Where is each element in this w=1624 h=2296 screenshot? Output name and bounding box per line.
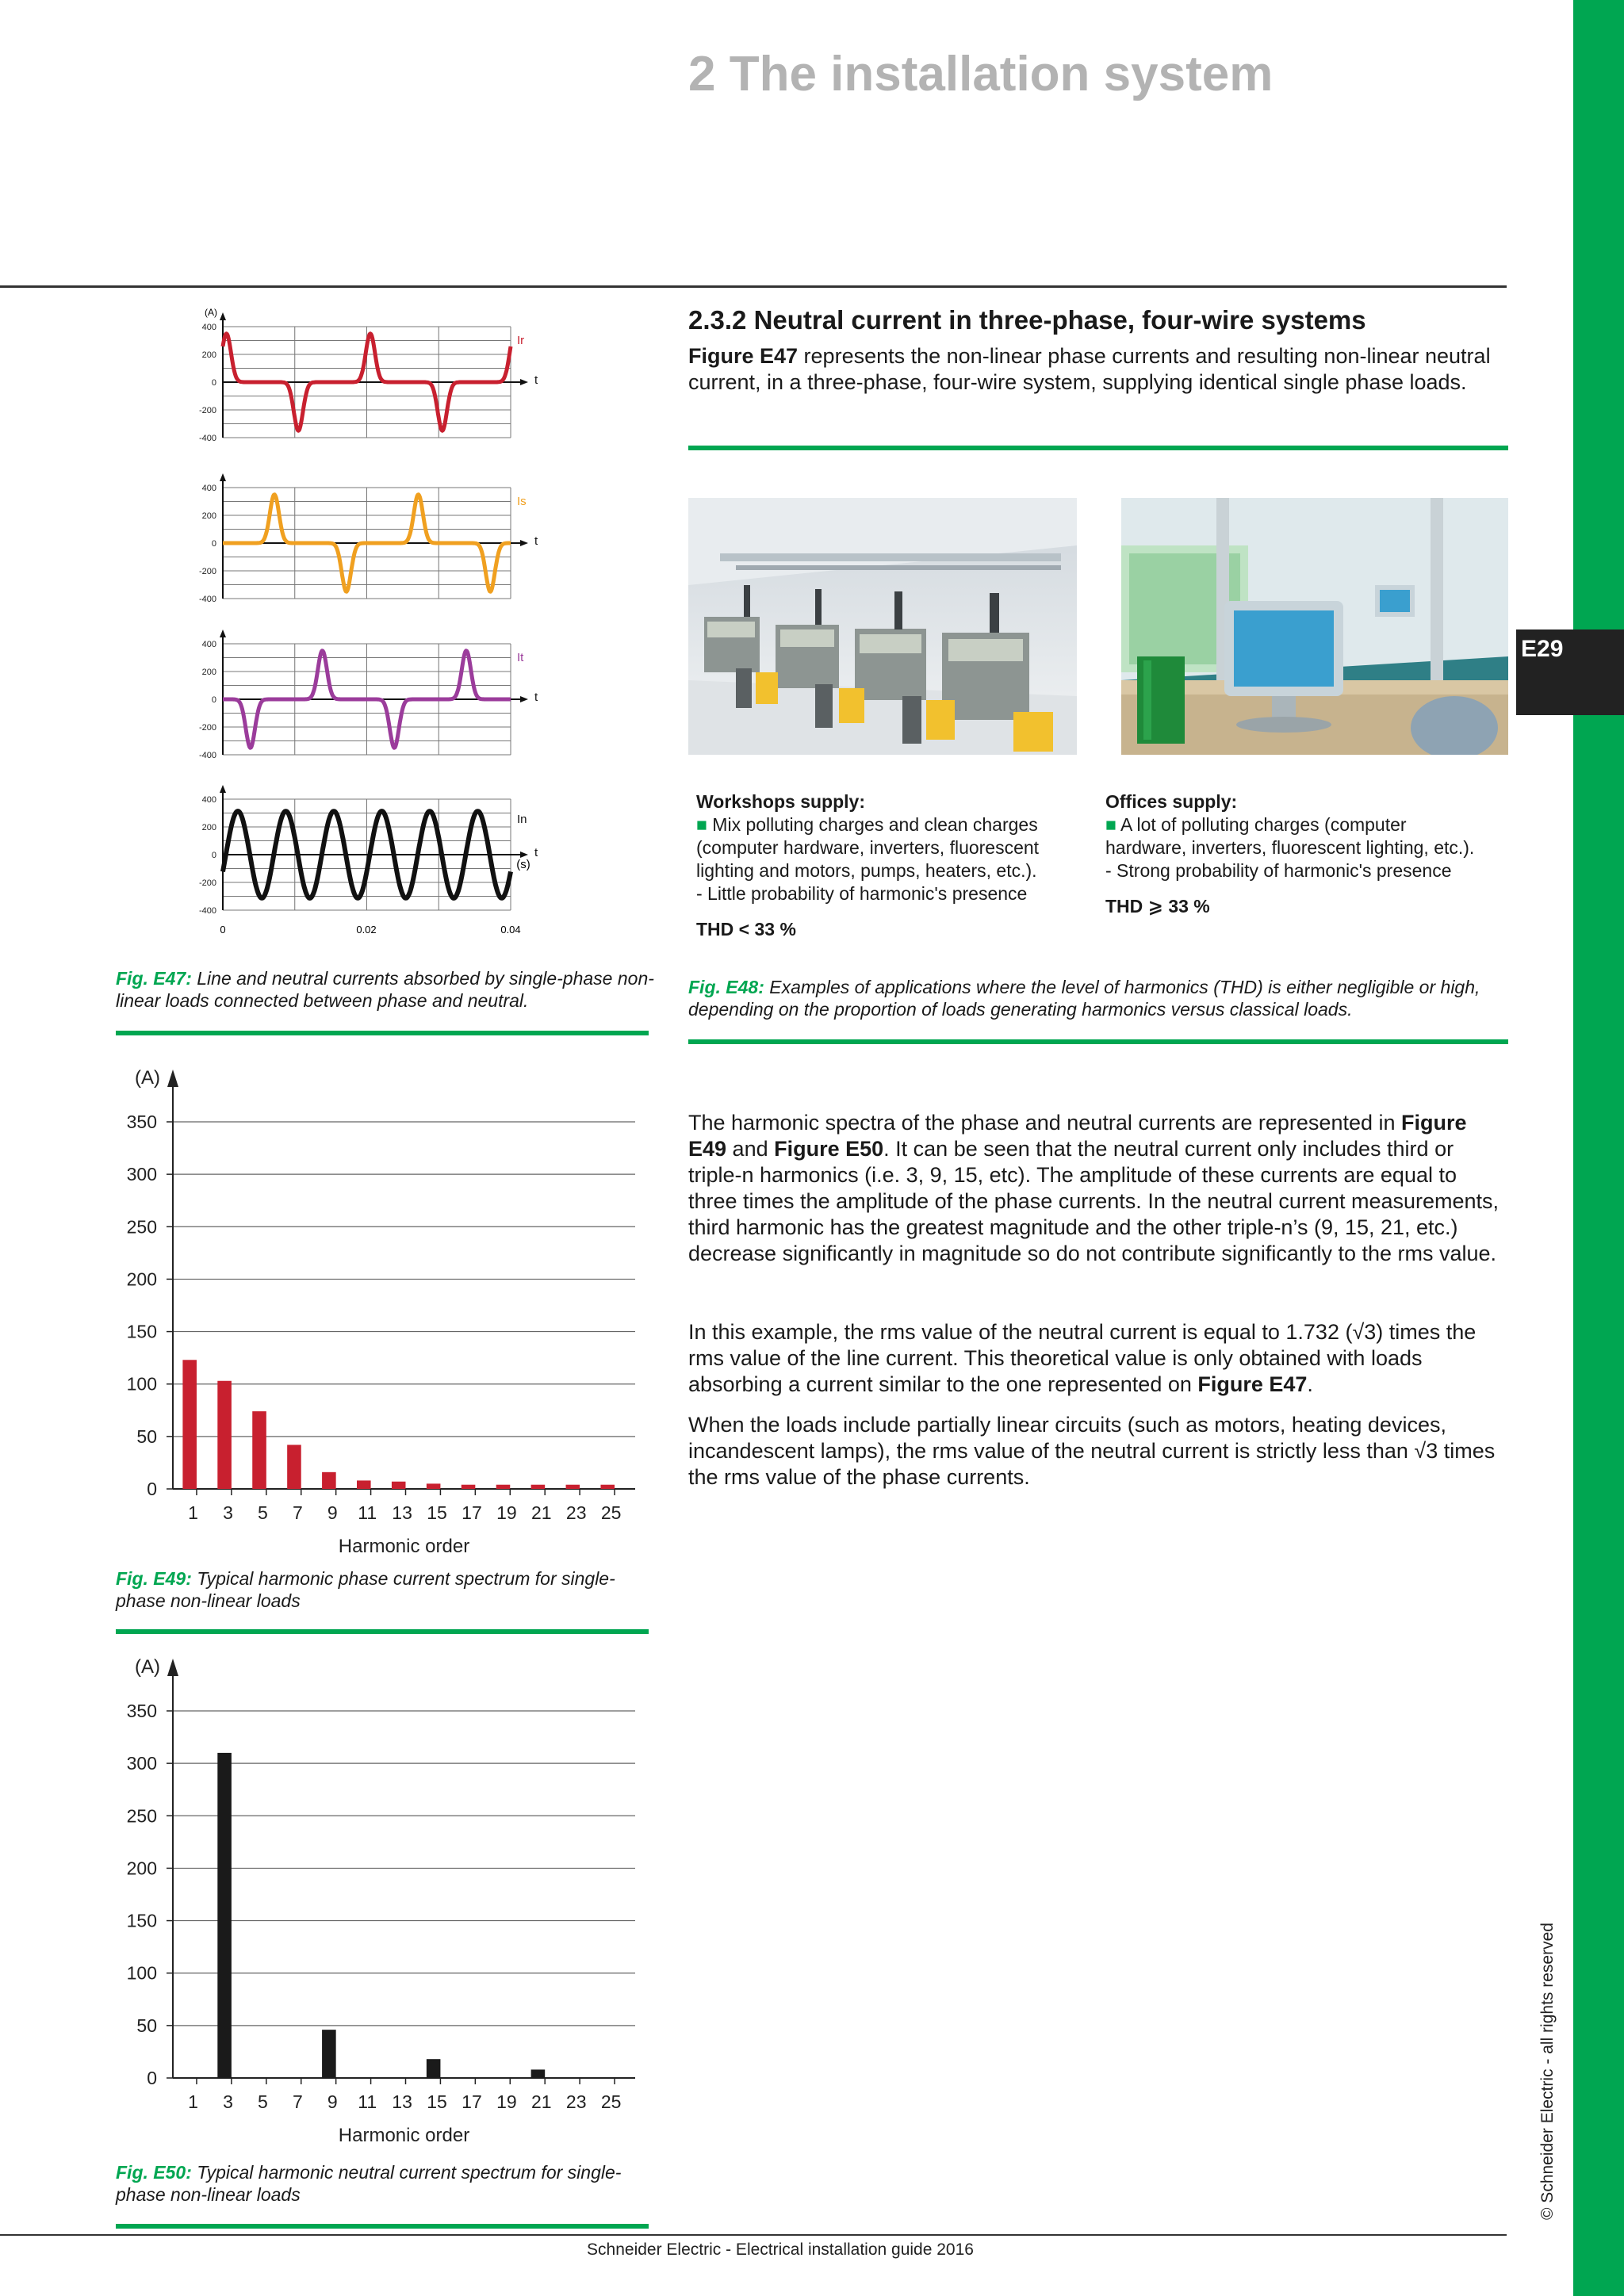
y-tick: -200 — [198, 567, 216, 576]
bar-17 — [462, 1485, 476, 1489]
x-tick-label: 21 — [531, 1502, 552, 1523]
axis-arrow — [167, 1070, 178, 1087]
workshop-image — [688, 498, 1077, 755]
fig-label: Fig. E47: — [116, 968, 192, 989]
y-tick: -400 — [198, 434, 216, 443]
bar-13 — [392, 1482, 406, 1489]
x-axis-label: Harmonic order — [338, 2125, 470, 2146]
x-tick-label: 3 — [223, 1502, 233, 1523]
fig-ref: Figure E47 — [688, 344, 799, 368]
section-title: 2.3.2 Neutral current in three-phase, four-wire systems — [688, 305, 1366, 335]
seconds-label: (s) — [516, 858, 530, 871]
bar-25 — [600, 1485, 615, 1489]
workshops-supply — [696, 790, 1109, 941]
y-axis-label: (A) — [135, 1067, 160, 1089]
fig-e50-caption — [116, 2161, 655, 2206]
fig-ref: Figure E47 — [1197, 1372, 1308, 1396]
x-tick: 0.02 — [356, 924, 377, 936]
y-tick: 200 — [201, 350, 216, 360]
x-tick-label: 13 — [392, 1502, 412, 1523]
green-divider — [116, 2224, 649, 2229]
fig-ref: Figure E50 — [774, 1137, 884, 1161]
x-axis-label: Harmonic order — [338, 1536, 470, 1557]
x-tick-label: 9 — [327, 2091, 338, 2112]
bar-7 — [287, 1445, 301, 1489]
caption-text: Typical harmonic neutral current spectrum for single-phase non-linear loads — [116, 2162, 622, 2205]
y-tick: 200 — [201, 668, 216, 677]
bar-21 — [531, 2069, 546, 2078]
copyright-notice: © Schneider Electric - all rights reserved — [1538, 1923, 1557, 2220]
body-paragraph-3: When the loads include partially linear circuits (such as motors, heating devices, incandescent lamps), the rms value of the neutral current is strictly less than √3 times the rms value of the phase currents. — [688, 1413, 1496, 1489]
axis-arrow — [167, 1659, 178, 1676]
line-text: Mix polluting charges and clean charges — [712, 814, 1038, 835]
y-tick: 0 — [211, 378, 216, 388]
fig-label: Fig. E50: — [116, 2162, 192, 2183]
y-tick-label: 300 — [126, 1753, 157, 1774]
bar-15 — [427, 2059, 441, 2078]
offices-title: Offices supply: — [1105, 791, 1238, 812]
y-tick: 0 — [211, 695, 216, 705]
fig-e47-caption — [116, 967, 655, 1012]
x-tick-label: 13 — [392, 2091, 412, 2112]
axis-arrow — [520, 851, 528, 858]
text: The harmonic spectra of the phase and neutral currents are represented in — [688, 1111, 1402, 1135]
y-tick: -400 — [198, 906, 216, 916]
x-tick-label: 17 — [462, 1502, 482, 1523]
y-tick: 400 — [201, 640, 216, 649]
fig-ref: Figure E49 — [688, 1111, 1467, 1161]
axis-arrow — [520, 696, 528, 702]
axis-arrow — [520, 540, 528, 546]
t-label: t — [534, 846, 538, 859]
workshops-line — [696, 813, 1109, 836]
page-tab — [1516, 629, 1624, 715]
x-tick-label: 7 — [292, 2091, 303, 2112]
green-divider — [116, 1031, 649, 1035]
offices-line: hardware, inverters, fluorescent lighting, etc.). — [1105, 837, 1475, 858]
y-tick-label: 300 — [126, 1164, 157, 1185]
y-tick: 200 — [201, 511, 216, 521]
office-image — [1121, 498, 1508, 755]
bar-9 — [322, 2030, 336, 2078]
y-tick: 200 — [201, 823, 216, 832]
y-tick: 400 — [201, 323, 216, 332]
intro-text: represents the non-linear phase currents and resulting non-linear neutral current, in a three-phase, four-wire system, supplying identical single phase loads. — [688, 344, 1491, 394]
bar-3 — [217, 1753, 232, 2078]
workshops-line: - Little probability of harmonic's presence — [696, 883, 1028, 904]
bar-11 — [357, 1480, 371, 1489]
x-tick-label: 23 — [565, 1502, 587, 1523]
fig-e50-bar-chart — [116, 1647, 655, 2155]
t-label: t — [534, 534, 538, 548]
bar-1 — [182, 1360, 197, 1489]
bar-3 — [217, 1381, 232, 1489]
x-tick-label: 25 — [600, 1502, 622, 1523]
line-text: A lot of polluting charges (computer — [1120, 814, 1407, 835]
y-tick-label: 0 — [147, 1479, 157, 1499]
workshops-line: lighting and motors, pumps, heaters, etc.). — [696, 860, 1037, 881]
caption-text: Examples of applications where the level of harmonics (THD) is either negligible or high, depending on the proportion of loads generating harmonics versus classical loads. — [688, 977, 1480, 1020]
y-tick-label: 250 — [126, 1216, 157, 1238]
axis-arrow — [220, 785, 226, 793]
x-tick-label: 15 — [427, 1502, 447, 1523]
offices-supply — [1105, 790, 1518, 918]
y-tick: -200 — [198, 878, 216, 888]
series-label: It — [517, 651, 524, 664]
fig-e48-caption — [688, 976, 1513, 1020]
series-label: In — [517, 813, 527, 826]
y-tick: -200 — [198, 406, 216, 415]
t-label: t — [534, 691, 538, 704]
x-tick-label: 17 — [462, 2091, 482, 2112]
x-tick: 0.04 — [500, 924, 521, 936]
y-tick-label: 200 — [126, 1269, 157, 1290]
unit-label: (A) — [205, 307, 217, 318]
bar-19 — [496, 1485, 511, 1489]
y-tick: 400 — [201, 484, 216, 493]
x-tick-label: 19 — [496, 1502, 517, 1523]
x-tick-label: 11 — [358, 1502, 377, 1523]
y-tick: -400 — [198, 751, 216, 760]
body-paragraph-2 — [688, 1319, 1505, 1398]
footer-text: Schneider Electric - Electrical installation guide 2016 — [587, 2241, 974, 2259]
workshop-illustration — [688, 498, 1077, 755]
bar-23 — [566, 1485, 580, 1489]
bar-15 — [427, 1483, 441, 1489]
x-tick: 0 — [220, 924, 226, 936]
bullet-square: ■ — [696, 814, 707, 835]
y-tick-label: 200 — [126, 1858, 157, 1879]
offices-thd: THD ⩾ 33 % — [1105, 896, 1210, 916]
footer-rule — [0, 2234, 1507, 2236]
page-footer — [0, 2241, 1624, 2260]
y-tick: 0 — [211, 851, 216, 860]
office-illustration — [1121, 498, 1508, 755]
x-tick-label: 15 — [427, 2091, 447, 2112]
text: and — [726, 1137, 775, 1161]
y-tick-label: 150 — [126, 1321, 157, 1342]
y-axis-label: (A) — [135, 1656, 160, 1678]
bar-5 — [252, 1411, 266, 1489]
y-tick-label: 350 — [126, 1701, 157, 1721]
y-tick-label: 50 — [136, 1425, 157, 1447]
bar-21 — [531, 1485, 546, 1489]
fig-e47-waveforms — [95, 305, 571, 939]
x-tick-label: 23 — [565, 2091, 587, 2112]
green-divider — [116, 1629, 649, 1634]
x-tick-label: 5 — [258, 2091, 268, 2112]
y-tick: 400 — [201, 795, 216, 805]
t-label: t — [534, 373, 538, 387]
x-tick-label: 5 — [258, 1502, 268, 1523]
bar-9 — [322, 1472, 336, 1489]
x-tick-label: 9 — [327, 1502, 338, 1523]
caption-text: Typical harmonic phase current spectrum for single-phase non-linear loads — [116, 1568, 615, 1611]
x-tick-label: 1 — [188, 1502, 198, 1523]
y-tick-label: 0 — [147, 2068, 157, 2088]
offices-line — [1105, 813, 1518, 836]
text: . — [1307, 1372, 1313, 1396]
series-label: Is — [517, 495, 527, 508]
fig-e49-bar-chart — [116, 1058, 655, 1566]
x-tick-label: 19 — [496, 2091, 517, 2112]
workshops-line: (computer hardware, inverters, fluorescent — [696, 837, 1040, 858]
body-paragraph-1 — [688, 1110, 1505, 1267]
text: In this example, the rms value of the neutral current is equal to 1.732 (√3) times the rms value of the line current. This theoretical value is only obtained with loads absorbing a current similar to the one represented on — [688, 1320, 1477, 1396]
axis-arrow — [220, 312, 226, 320]
axis-arrow — [220, 473, 226, 481]
green-divider — [688, 1039, 1508, 1044]
y-tick-label: 50 — [136, 2015, 157, 2036]
y-tick-label: 350 — [126, 1112, 157, 1132]
section-intro — [688, 343, 1513, 396]
fig-label: Fig. E49: — [116, 1568, 192, 1589]
x-tick-label: 25 — [600, 2091, 622, 2112]
side-accent-bar — [1573, 0, 1624, 2296]
fig-e49-caption — [116, 1567, 655, 1612]
x-tick-label: 7 — [292, 1502, 303, 1523]
y-tick-label: 100 — [126, 1962, 157, 1984]
y-tick: -200 — [198, 723, 216, 733]
fig-label: Fig. E48: — [688, 977, 764, 997]
axis-arrow — [220, 629, 226, 637]
caption-text: Line and neutral currents absorbed by single-phase non-linear loads connected between phase and neutral. — [116, 968, 654, 1011]
x-tick-label: 21 — [531, 2091, 552, 2112]
workshops-title: Workshops supply: — [696, 791, 865, 812]
y-tick-label: 250 — [126, 1805, 157, 1827]
y-tick-label: 150 — [126, 1910, 157, 1931]
x-tick-label: 1 — [188, 2091, 198, 2112]
axis-arrow — [520, 379, 528, 385]
workshops-thd: THD < 33 % — [696, 919, 796, 939]
x-tick-label: 11 — [358, 2091, 377, 2112]
series-label: Ir — [517, 334, 525, 347]
page-id: E29 — [1521, 636, 1564, 662]
green-divider — [688, 446, 1508, 450]
offices-line: - Strong probability of harmonic's presence — [1105, 860, 1452, 881]
y-tick-label: 100 — [126, 1373, 157, 1395]
chapter-title: 2 The installation system — [688, 47, 1274, 101]
header-rule — [0, 285, 1507, 288]
y-tick: -400 — [198, 595, 216, 604]
bullet-square: ■ — [1105, 814, 1116, 835]
y-tick: 0 — [211, 539, 216, 549]
x-tick-label: 3 — [223, 2091, 233, 2112]
text: . It can be seen that the neutral current only includes third or triple-n harmonics (i.e. 3, 9, 15, etc). The amplitude of these currents are equal to three times the amplitude of the phase currents. In the neutral current measurements, third harmonic has the greatest magnitude and the other triple-n’s (9, 15, 21, etc.) decrease significantly in magnitude so do not contribute significantly to the rms value. — [688, 1137, 1500, 1265]
